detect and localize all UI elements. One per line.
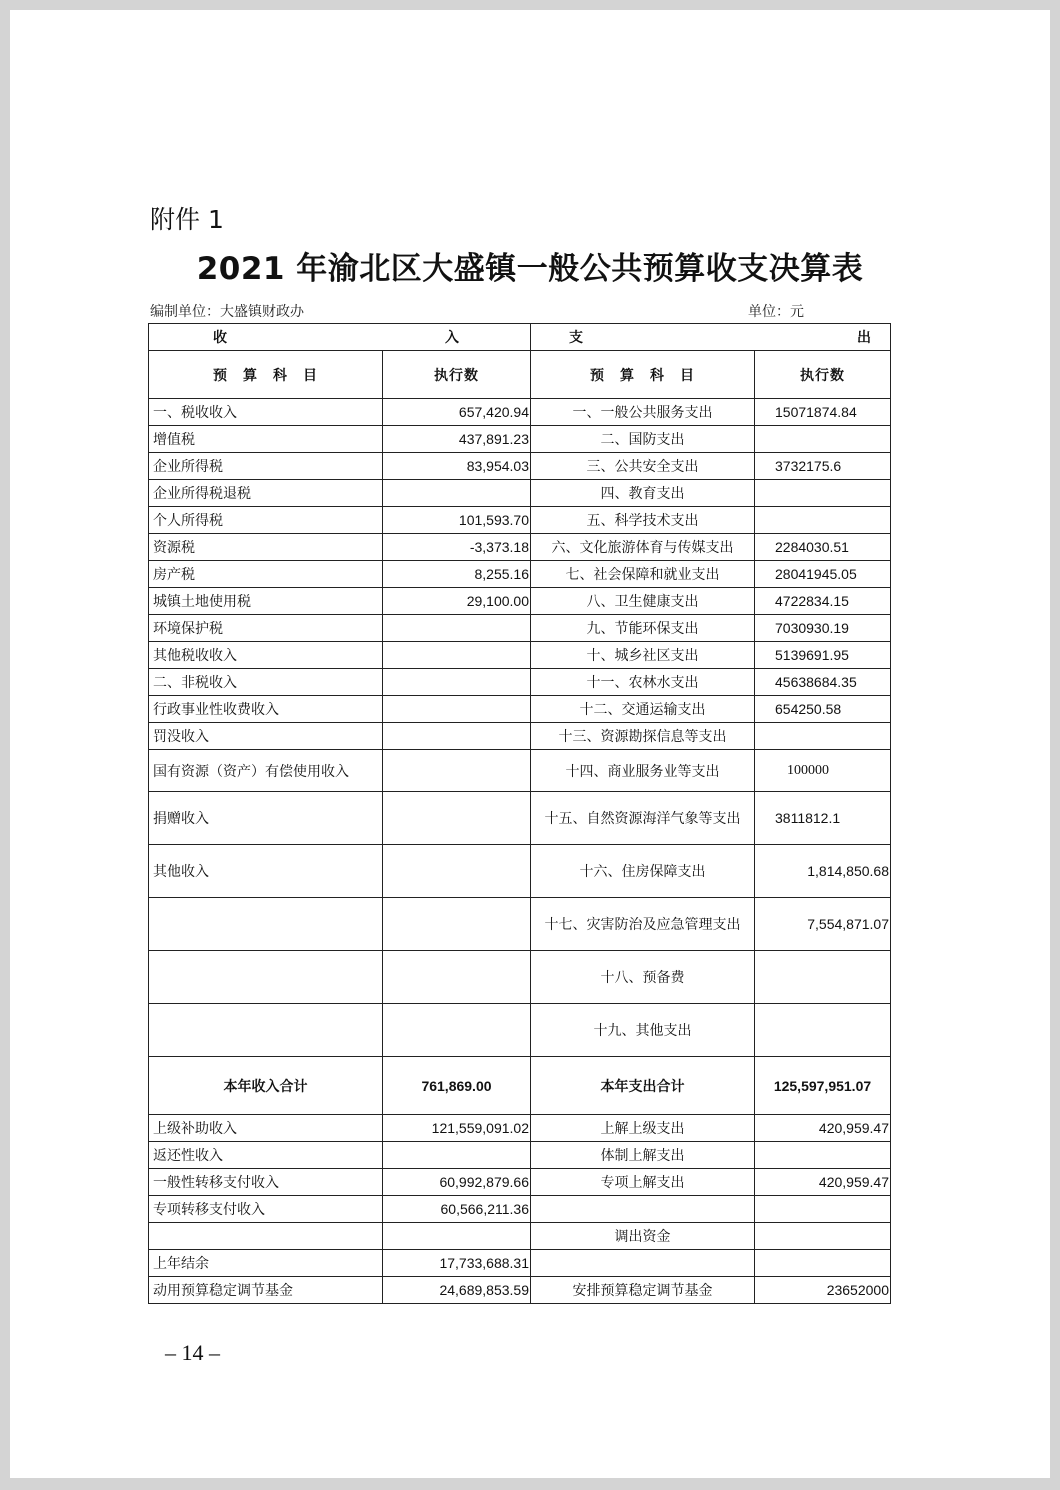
expense-subject-cell: 十九、其他支出 bbox=[531, 1004, 755, 1057]
expense-subject-cell: 上解上级支出 bbox=[531, 1115, 755, 1142]
page-title: 2021 年渝北区大盛镇一般公共预算收支决算表 bbox=[196, 251, 864, 287]
income-amount-cell bbox=[383, 642, 531, 669]
income-subject-cell: 行政事业性收费收入 bbox=[149, 696, 383, 723]
expense-subject-cell: 一、一般公共服务支出 bbox=[531, 399, 755, 426]
expense-amount-cell bbox=[755, 1196, 891, 1223]
expense-subject-cell: 十四、商业服务业等支出 bbox=[531, 750, 755, 792]
attachment-label: 附件 1 bbox=[150, 205, 224, 234]
expense-subject-header: 预 算 科 目 bbox=[531, 351, 755, 399]
income-group-left: 收 bbox=[213, 330, 228, 346]
expense-amount-cell: 45638684.35 bbox=[755, 669, 891, 696]
income-subject-cell: 国有资源（资产）有偿使用收入 bbox=[149, 750, 383, 792]
expense-amount-cell bbox=[755, 1223, 891, 1250]
table-row bbox=[149, 588, 891, 615]
table-row bbox=[149, 845, 891, 898]
expense-amount-cell: 3811812.1 bbox=[755, 792, 891, 845]
income-subject-cell: 动用预算稳定调节基金 bbox=[149, 1277, 383, 1304]
income-subject-cell: 上级补助收入 bbox=[149, 1115, 383, 1142]
expense-subject-cell: 十八、预备费 bbox=[531, 951, 755, 1004]
expense-amount-cell bbox=[755, 1004, 891, 1057]
expense-subject-cell bbox=[531, 1250, 755, 1277]
income-subject-cell: 一般性转移支付收入 bbox=[149, 1169, 383, 1196]
expense-amount-cell: 7030930.19 bbox=[755, 615, 891, 642]
income-amount-cell bbox=[383, 898, 531, 951]
expense-subject-cell: 九、节能环保支出 bbox=[531, 615, 755, 642]
expense-amount-cell: 420,959.47 bbox=[755, 1169, 891, 1196]
table-row bbox=[149, 426, 891, 453]
expense-amount-cell bbox=[755, 723, 891, 750]
expense-subject-cell: 十、城乡社区支出 bbox=[531, 642, 755, 669]
income-amount-cell bbox=[383, 951, 531, 1004]
expense-amount-cell: 23652000 bbox=[755, 1277, 891, 1304]
income-amount-cell: -3,373.18 bbox=[383, 534, 531, 561]
table-row bbox=[149, 750, 891, 792]
income-amount-cell bbox=[383, 1223, 531, 1250]
table-row bbox=[149, 1196, 891, 1223]
table-row bbox=[149, 1223, 891, 1250]
income-amount-cell bbox=[383, 845, 531, 898]
expense-subject-cell: 十三、资源勘探信息等支出 bbox=[531, 723, 755, 750]
income-subject-cell: 捐赠收入 bbox=[149, 792, 383, 845]
expense-subject-cell: 二、国防支出 bbox=[531, 426, 755, 453]
income-amount-cell: 8,255.16 bbox=[383, 561, 531, 588]
income-amount-cell: 24,689,853.59 bbox=[383, 1277, 531, 1304]
expense-subject-cell: 三、公共安全支出 bbox=[531, 453, 755, 480]
income-amount-cell bbox=[383, 750, 531, 792]
income-amount-header: 执行数 bbox=[383, 351, 531, 399]
expense-amount-cell: 15071874.84 bbox=[755, 399, 891, 426]
table-row bbox=[149, 399, 891, 426]
currency-unit: 单位：元 bbox=[748, 304, 804, 320]
document-page bbox=[10, 10, 1050, 1478]
income-subject-cell: 罚没收入 bbox=[149, 723, 383, 750]
table-row bbox=[149, 792, 891, 845]
income-amount-cell bbox=[383, 696, 531, 723]
expense-subject-cell: 十二、交通运输支出 bbox=[531, 696, 755, 723]
income-amount-cell bbox=[383, 792, 531, 845]
income-group-right: 入 bbox=[445, 330, 460, 346]
income-amount-cell bbox=[383, 615, 531, 642]
expense-amount-cell bbox=[755, 426, 891, 453]
table-row bbox=[149, 1169, 891, 1196]
expense-subject-cell: 七、社会保障和就业支出 bbox=[531, 561, 755, 588]
table-row bbox=[149, 696, 891, 723]
expense-amount-cell bbox=[755, 1250, 891, 1277]
table-row bbox=[149, 507, 891, 534]
income-amount-cell: 657,420.94 bbox=[383, 399, 531, 426]
table-row bbox=[149, 561, 891, 588]
income-subject-cell bbox=[149, 1223, 383, 1250]
expense-subject-cell: 安排预算稳定调节基金 bbox=[531, 1277, 755, 1304]
income-subject-cell: 城镇土地使用税 bbox=[149, 588, 383, 615]
income-amount-cell: 437,891.23 bbox=[383, 426, 531, 453]
expense-amount-cell: 4722834.15 bbox=[755, 588, 891, 615]
expense-amount-header: 执行数 bbox=[755, 351, 891, 399]
expense-amount-cell: 28041945.05 bbox=[755, 561, 891, 588]
budget-table bbox=[148, 323, 891, 1304]
expense-total-label: 本年支出合计 bbox=[531, 1057, 755, 1115]
table-row bbox=[149, 669, 891, 696]
expense-subject-cell: 十七、灾害防治及应急管理支出 bbox=[531, 898, 755, 951]
income-amount-cell: 60,992,879.66 bbox=[383, 1169, 531, 1196]
table-row bbox=[149, 723, 891, 750]
income-amount-cell: 60,566,211.36 bbox=[383, 1196, 531, 1223]
expense-group-right: 出 bbox=[857, 330, 872, 346]
table-row bbox=[149, 480, 891, 507]
expense-subject-cell: 十一、农林水支出 bbox=[531, 669, 755, 696]
compiler-unit: 编制单位：大盛镇财政办 bbox=[150, 304, 304, 320]
income-total-value: 761,869.00 bbox=[383, 1057, 531, 1115]
expense-amount-cell: 420,959.47 bbox=[755, 1115, 891, 1142]
table-row bbox=[149, 1142, 891, 1169]
expense-group-header bbox=[531, 324, 891, 351]
income-subject-cell: 企业所得税退税 bbox=[149, 480, 383, 507]
income-amount-cell bbox=[383, 1142, 531, 1169]
expense-subject-cell: 十六、住房保障支出 bbox=[531, 845, 755, 898]
table-row bbox=[149, 1277, 891, 1304]
expense-subject-cell: 八、卫生健康支出 bbox=[531, 588, 755, 615]
expense-amount-cell: 7,554,871.07 bbox=[755, 898, 891, 951]
income-subject-cell bbox=[149, 898, 383, 951]
expense-subject-cell: 五、科学技术支出 bbox=[531, 507, 755, 534]
income-subject-cell: 增值税 bbox=[149, 426, 383, 453]
income-subject-cell: 个人所得税 bbox=[149, 507, 383, 534]
income-amount-cell: 101,593.70 bbox=[383, 507, 531, 534]
income-subject-cell: 房产税 bbox=[149, 561, 383, 588]
table-row bbox=[149, 1115, 891, 1142]
income-subject-cell: 其他税收收入 bbox=[149, 642, 383, 669]
income-amount-cell: 121,559,091.02 bbox=[383, 1115, 531, 1142]
expense-amount-cell bbox=[755, 507, 891, 534]
income-subject-cell: 上年结余 bbox=[149, 1250, 383, 1277]
expense-amount-cell: 2284030.51 bbox=[755, 534, 891, 561]
expense-amount-cell bbox=[755, 480, 891, 507]
income-amount-cell: 29,100.00 bbox=[383, 588, 531, 615]
expense-amount-cell: 5139691.95 bbox=[755, 642, 891, 669]
expense-subject-cell bbox=[531, 1196, 755, 1223]
income-amount-cell bbox=[383, 669, 531, 696]
table-row bbox=[149, 1004, 891, 1057]
expense-subject-cell: 体制上解支出 bbox=[531, 1142, 755, 1169]
income-subject-cell: 其他收入 bbox=[149, 845, 383, 898]
income-amount-cell bbox=[383, 723, 531, 750]
table-row bbox=[149, 615, 891, 642]
expense-subject-cell: 专项上解支出 bbox=[531, 1169, 755, 1196]
expense-subject-cell: 四、教育支出 bbox=[531, 480, 755, 507]
expense-amount-cell bbox=[755, 951, 891, 1004]
expense-amount-cell: 654250.58 bbox=[755, 696, 891, 723]
expense-amount-cell: 100000 bbox=[755, 750, 891, 792]
income-amount-cell: 17,733,688.31 bbox=[383, 1250, 531, 1277]
expense-subject-cell: 十五、自然资源海洋气象等支出 bbox=[531, 792, 755, 845]
income-group-header bbox=[149, 324, 531, 351]
expense-amount-cell bbox=[755, 1142, 891, 1169]
expense-subject-cell: 六、文化旅游体育与传媒支出 bbox=[531, 534, 755, 561]
table-row bbox=[149, 898, 891, 951]
column-header-row bbox=[149, 351, 891, 399]
table-row bbox=[149, 534, 891, 561]
expense-amount-cell: 1,814,850.68 bbox=[755, 845, 891, 898]
group-header-row bbox=[149, 324, 891, 351]
income-subject-cell bbox=[149, 1004, 383, 1057]
expense-amount-cell: 3732175.6 bbox=[755, 453, 891, 480]
expense-total-value: 125,597,951.07 bbox=[755, 1057, 891, 1115]
expense-group-left: 支 bbox=[569, 330, 584, 346]
income-subject-cell: 环境保护税 bbox=[149, 615, 383, 642]
income-amount-cell bbox=[383, 480, 531, 507]
income-subject-cell: 一、税收收入 bbox=[149, 399, 383, 426]
table-row bbox=[149, 1250, 891, 1277]
table-row bbox=[149, 951, 891, 1004]
totals-row bbox=[149, 1057, 891, 1115]
income-subject-header: 预 算 科 目 bbox=[149, 351, 383, 399]
income-subject-cell bbox=[149, 951, 383, 1004]
table-row bbox=[149, 453, 891, 480]
table-row bbox=[149, 642, 891, 669]
page-number: – 14 – bbox=[165, 1340, 220, 1365]
income-amount-cell: 83,954.03 bbox=[383, 453, 531, 480]
income-subject-cell: 二、非税收入 bbox=[149, 669, 383, 696]
income-subject-cell: 企业所得税 bbox=[149, 453, 383, 480]
income-subject-cell: 资源税 bbox=[149, 534, 383, 561]
income-total-label: 本年收入合计 bbox=[149, 1057, 383, 1115]
income-subject-cell: 返还性收入 bbox=[149, 1142, 383, 1169]
income-amount-cell bbox=[383, 1004, 531, 1057]
income-subject-cell: 专项转移支付收入 bbox=[149, 1196, 383, 1223]
expense-subject-cell: 调出资金 bbox=[531, 1223, 755, 1250]
